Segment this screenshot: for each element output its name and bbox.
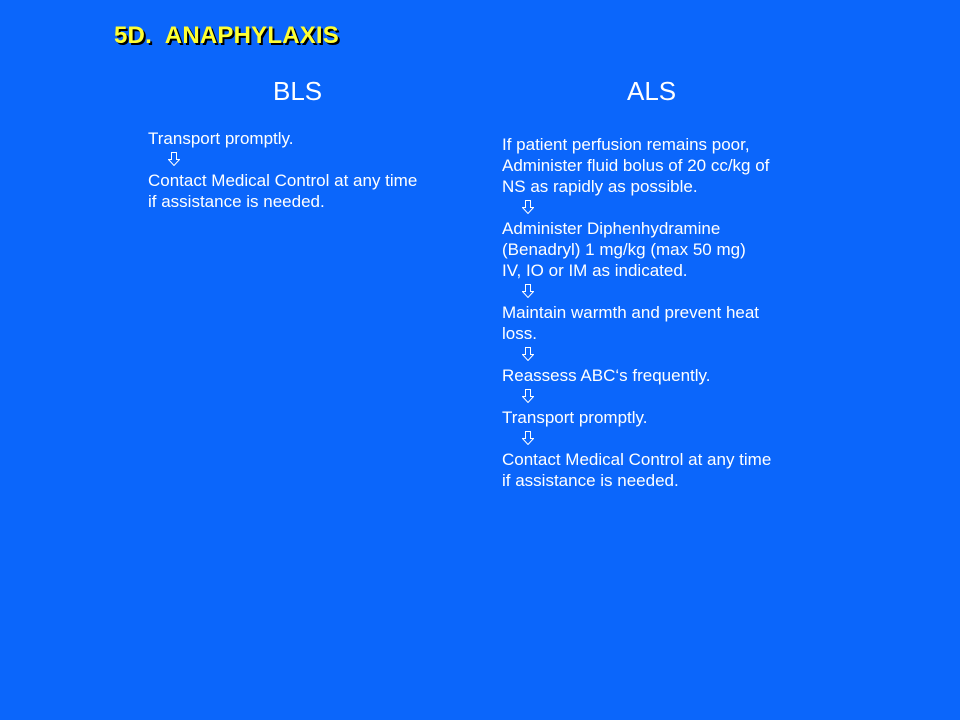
- down-arrow-icon: [502, 428, 832, 449]
- down-arrow-icon: [502, 344, 832, 365]
- bls-step: [148, 170, 468, 212]
- step-line: Maintain warmth and prevent heat: [502, 303, 760, 322]
- bls-step: [148, 128, 468, 149]
- step-line: if assistance is needed.: [148, 192, 325, 211]
- als-heading: ALS: [627, 76, 677, 106]
- down-arrow-icon: [502, 281, 832, 302]
- step-line: IV, IO or IM as indicated.: [502, 261, 688, 280]
- als-steps: [502, 128, 832, 491]
- down-arrow-icon: [502, 197, 832, 218]
- step-line: Administer Diphenhydramine: [502, 219, 721, 238]
- bls-steps: [148, 128, 468, 212]
- als-step: [502, 365, 832, 386]
- down-arrow-icon: [502, 386, 832, 407]
- step-line: Transport promptly.: [502, 408, 648, 427]
- step-line: (Benadryl) 1 mg/kg (max 50 mg): [502, 240, 746, 259]
- als-step: [502, 302, 832, 344]
- als-step: [502, 218, 832, 281]
- step-line: Contact Medical Control at any time: [502, 450, 772, 469]
- step-line: Reassess ABC‘s frequently.: [502, 366, 711, 385]
- als-step: [502, 407, 832, 428]
- step-line: loss.: [502, 324, 537, 343]
- step-line: Administer fluid bolus of 20 cc/kg of: [502, 156, 770, 175]
- als-step: [502, 449, 832, 491]
- step-line: If patient perfusion remains poor,: [502, 135, 750, 154]
- step-line: NS as rapidly as possible.: [502, 177, 698, 196]
- step-line: Transport promptly.: [148, 129, 294, 148]
- slide-title: 5D. ANAPHYLAXIS: [114, 22, 340, 49]
- step-line: if assistance is needed.: [502, 471, 679, 490]
- als-step: [502, 134, 832, 197]
- bls-heading: BLS: [273, 76, 323, 106]
- step-line: Contact Medical Control at any time: [148, 171, 418, 190]
- down-arrow-icon: [148, 149, 468, 170]
